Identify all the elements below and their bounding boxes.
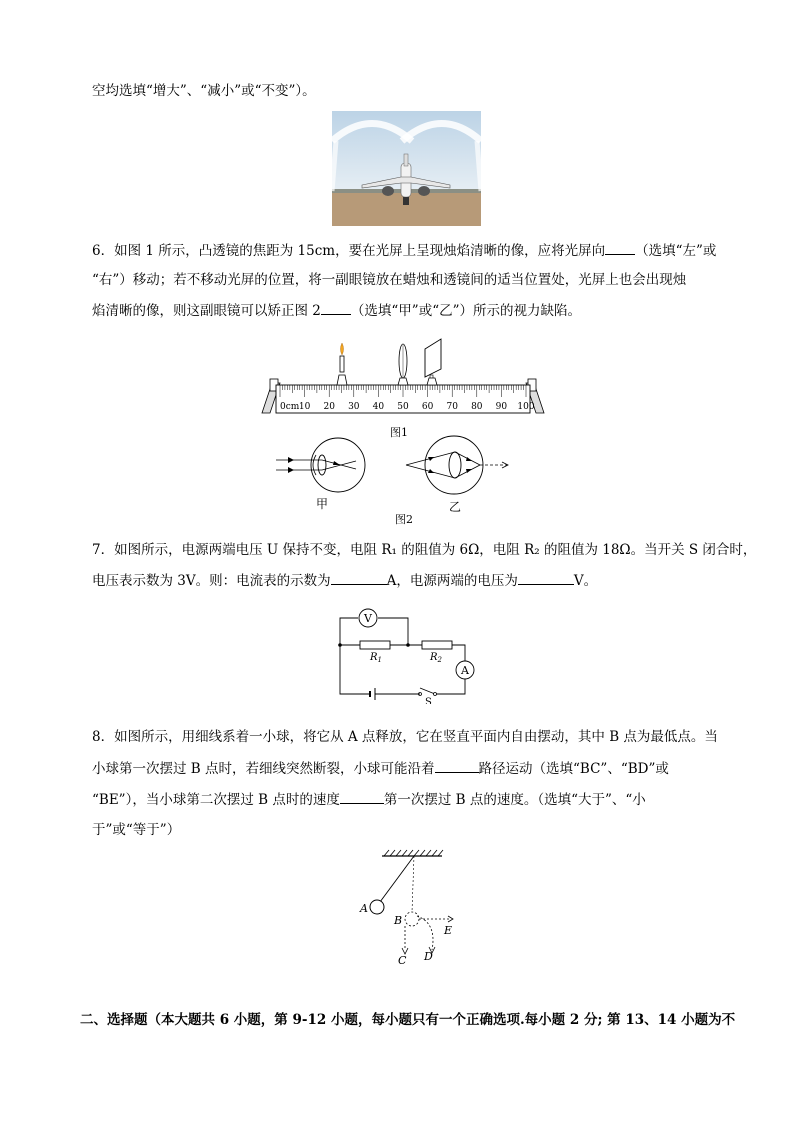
q7-text-2c: V。 <box>573 573 598 589</box>
q8-text-3b: 第一次摆过 B 点的速度。（选填“大于”、“小 <box>383 792 646 808</box>
q8-text-2a: 小球第一次摆过 B 点时，若细线突然断裂，小球可能沿着 <box>92 761 435 777</box>
q6-text-1b: （选填“左”或 <box>635 243 717 259</box>
q8-line4: 于”或“等于”） <box>92 822 181 838</box>
fig1-caption: 图1 <box>390 426 408 439</box>
hatch-line <box>402 850 407 856</box>
q7-text-2b: A，电源两端的电压为 <box>386 573 518 589</box>
voltmeter-label: V <box>364 612 372 625</box>
hatch-line <box>408 850 413 856</box>
ruler-label: 90 <box>495 402 508 412</box>
hatch-line <box>438 850 443 856</box>
r1-label: $R_1$ <box>370 652 382 664</box>
intro-text: 空均选填“增大”、“减小”或“不变”）。 <box>92 83 316 99</box>
point-b-label: B <box>394 914 403 927</box>
ammeter-label: A <box>461 664 469 677</box>
q6-text-3b: （选填“甲”或“乙”）所示的视力缺陷。 <box>350 303 581 319</box>
hatch-line <box>384 850 389 856</box>
q6-line3 <box>92 300 581 321</box>
ruler-label: 40 <box>372 402 385 412</box>
q6-text-1a: 6．如图 1 所示，凸透镜的焦距为 15cm，要在光屏上呈现烛焰清晰的像，应将光屏向 <box>92 243 606 259</box>
hatch-line <box>420 850 425 856</box>
fig2-caption: 图2 <box>395 513 413 526</box>
q8-blank-2[interactable] <box>340 789 384 804</box>
ball-b <box>405 912 419 926</box>
string <box>380 856 414 902</box>
hatch-line <box>432 850 437 856</box>
resistor-r2 <box>422 641 452 649</box>
ruler-label: 100 <box>517 402 535 412</box>
q8-text-3a: “BE”），当小球第二次摆过 B 点时的速度 <box>92 792 340 808</box>
q8-line2 <box>92 758 669 779</box>
q7-blank-1[interactable] <box>331 570 387 585</box>
switch-label: S <box>425 697 432 704</box>
candle <box>337 343 347 385</box>
eye-defect-figure <box>272 432 522 512</box>
eye-yi <box>406 436 508 494</box>
q7-blank-2[interactable] <box>518 570 574 585</box>
q7-line1: 7．如图所示，电源两端电压 U 保持不变，电阻 R₁ 的阻值为 6Ω，电阻 R₂ 的阻值为 18Ω。当开关 S 闭合时， <box>92 542 757 558</box>
ball-a <box>370 900 384 914</box>
q8-line3 <box>92 789 646 810</box>
ruler-label: 20 <box>323 402 335 412</box>
q8-line1: 8．如图所示，用细线系着一小球，将它从 A 点释放，它在竖直平面内自由摆动，其中 B 点为最低点。当 <box>92 729 718 745</box>
airplane-water-salute-photo <box>332 111 481 226</box>
ceiling-hatch <box>384 850 443 856</box>
hatch-line <box>414 850 419 856</box>
point-d-label: D <box>424 950 433 963</box>
ruler-label: 70 <box>446 402 458 412</box>
hatch-line <box>396 850 401 856</box>
resistor-r1 <box>360 641 390 649</box>
light-screen <box>425 339 441 385</box>
ruler-label: 0cm <box>280 402 300 412</box>
ruler-label: 80 <box>471 402 483 412</box>
q6-blank-2[interactable] <box>321 300 351 315</box>
ruler-label: 50 <box>397 402 409 412</box>
hatch-line <box>426 850 431 856</box>
ruler-label: 60 <box>421 402 434 412</box>
q7-line2 <box>92 570 597 591</box>
convex-lens <box>398 344 408 385</box>
ruler-label: 30 <box>348 402 360 412</box>
q8-blank-1[interactable] <box>435 758 479 773</box>
q7-text-2a: 电压表示数为 3V。则：电流表的示数为 <box>92 573 331 589</box>
pendulum-diagram <box>352 848 472 973</box>
eye-jia-label: 甲 <box>316 497 329 511</box>
section2-title: 二、选择题（本大题共 6 小题，第 9-12 小题，每小题只有一个正确选项.每小题 2 分; 第 13、14 小题为不 <box>80 1012 736 1028</box>
r2-label: $R_2$ <box>430 652 442 664</box>
point-e-label: E <box>444 924 453 937</box>
hatch-line <box>390 850 395 856</box>
circuit-diagram <box>330 604 480 704</box>
switch-s <box>420 688 435 694</box>
point-a-label: A <box>360 902 368 915</box>
eye-yi-label: 乙 <box>449 500 462 514</box>
ruler-label: 10 <box>298 402 311 412</box>
q6-text-3a: 焰清晰的像，则这副眼镜可以矫正图 2 <box>92 303 321 319</box>
q6-blank-1[interactable] <box>605 240 635 255</box>
q6-line1 <box>92 240 716 261</box>
optical-bench-figure <box>258 335 548 420</box>
q8-text-2b: 路径运动（选填“BC”、“BD”或 <box>478 761 669 777</box>
eye-jia <box>276 438 365 492</box>
point-c-label: C <box>398 954 407 967</box>
q6-line2: “右”）移动；若不移动光屏的位置，将一副眼镜放在蜡烛和透镜间的适当位置处，光屏上也会出现烛 <box>92 272 687 288</box>
